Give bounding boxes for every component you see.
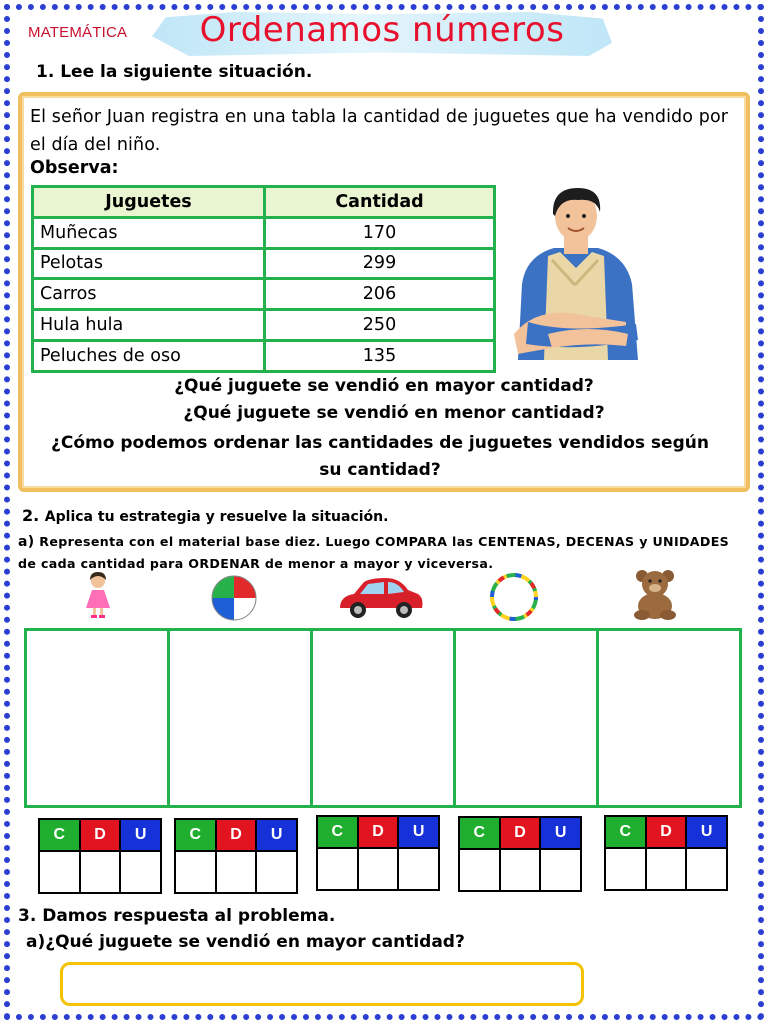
toy-name: Carros <box>33 279 265 310</box>
toy-name: Peluches de oso <box>33 340 265 371</box>
tens-cell[interactable] <box>500 849 541 891</box>
section3-heading: 3. Damos respuesta al problema. <box>18 906 336 926</box>
drawing-box[interactable] <box>596 628 742 808</box>
toy-quantity: 206 <box>265 279 495 310</box>
units-header: U <box>256 819 297 851</box>
hundreds-header: C <box>175 819 216 851</box>
units-cell[interactable] <box>398 848 439 890</box>
section2-instruction <box>18 531 734 575</box>
header-quantity: Cantidad <box>265 187 495 218</box>
hundreds-header: C <box>605 816 646 848</box>
units-header: U <box>686 816 727 848</box>
units-header: U <box>398 816 439 848</box>
place-value-table <box>316 815 440 891</box>
tens-header: D <box>646 816 687 848</box>
table-row <box>33 279 495 310</box>
tens-header: D <box>80 819 121 851</box>
answer-box[interactable] <box>60 962 584 1006</box>
subject-label: MATEMÁTICA <box>28 24 128 41</box>
tens-header: D <box>500 817 541 849</box>
question-a: a)¿Qué juguete se vendió en mayor cantidad? <box>26 932 465 952</box>
place-value-table <box>38 818 162 894</box>
header-toys: Juguetes <box>33 187 265 218</box>
ball-icon <box>210 574 258 622</box>
hundreds-header: C <box>39 819 80 851</box>
hundreds-header: C <box>317 816 358 848</box>
place-value-table <box>458 816 582 892</box>
table-header-row <box>33 187 495 218</box>
toy-name: Hula hula <box>33 310 265 341</box>
toy-quantity: 299 <box>265 248 495 279</box>
hundreds-cell[interactable] <box>39 851 80 893</box>
place-value-table <box>604 815 728 891</box>
hundreds-header: C <box>459 817 500 849</box>
units-cell[interactable] <box>686 848 727 890</box>
situation-text: El señor Juan registra en una tabla la cantidad de juguetes que ha vendido por el día del niño. <box>30 107 729 155</box>
units-header: U <box>120 819 161 851</box>
hula-hoop-icon <box>488 572 540 622</box>
drawing-box[interactable] <box>453 628 599 808</box>
hundreds-cell[interactable] <box>175 851 216 893</box>
tens-cell[interactable] <box>216 851 257 893</box>
teddy-bear-icon <box>630 568 680 620</box>
doll-icon <box>82 572 114 620</box>
section2-number: 2. <box>22 506 40 525</box>
toy-quantity: 170 <box>265 217 495 248</box>
section2-title: Aplica tu estrategia y resuelve la situación. <box>44 509 389 525</box>
observe-label: Observa: <box>30 158 119 178</box>
place-value-table <box>174 818 298 894</box>
shopkeeper-illustration <box>508 184 644 360</box>
table-row <box>33 310 495 341</box>
units-cell[interactable] <box>256 851 297 893</box>
tens-header: D <box>216 819 257 851</box>
units-cell[interactable] <box>120 851 161 893</box>
toy-name: Muñecas <box>33 217 265 248</box>
tens-cell[interactable] <box>80 851 121 893</box>
question-most-sold: ¿Qué juguete se vendió en mayor cantidad? <box>174 376 594 396</box>
tens-cell[interactable] <box>646 848 687 890</box>
drawing-box[interactable] <box>167 628 313 808</box>
toy-name: Pelotas <box>33 248 265 279</box>
section2-heading <box>22 506 388 525</box>
toy-quantity: 135 <box>265 340 495 371</box>
toy-quantity: 250 <box>265 310 495 341</box>
hundreds-cell[interactable] <box>605 848 646 890</box>
tens-cell[interactable] <box>358 848 399 890</box>
question-ordering: ¿Cómo podemos ordenar las cantidades de juguetes vendidos según su cantidad? <box>51 433 709 480</box>
drawing-box[interactable] <box>24 628 170 808</box>
hundreds-cell[interactable] <box>459 849 500 891</box>
table-row <box>33 340 495 371</box>
instruction-text: Representa con el material base diez. Luego COMPARA las CENTENAS, DECENAS y UNIDADES de cada cantidad para ORDENAR de menor a mayor y viceversa. <box>18 534 730 571</box>
drawing-box[interactable] <box>310 628 456 808</box>
hundreds-cell[interactable] <box>317 848 358 890</box>
page-title: Ordenamos números <box>199 10 565 50</box>
item-label: a) <box>18 534 35 550</box>
car-icon <box>336 576 424 620</box>
table-row <box>33 248 495 279</box>
question-least-sold: ¿Qué juguete se vendió en menor cantidad? <box>183 403 605 423</box>
section1-heading: 1. Lee la siguiente situación. <box>36 62 313 82</box>
units-cell[interactable] <box>540 849 581 891</box>
tens-header: D <box>358 816 399 848</box>
toys-table <box>31 185 496 373</box>
table-row <box>33 217 495 248</box>
units-header: U <box>540 817 581 849</box>
base-ten-boxes <box>24 628 742 808</box>
